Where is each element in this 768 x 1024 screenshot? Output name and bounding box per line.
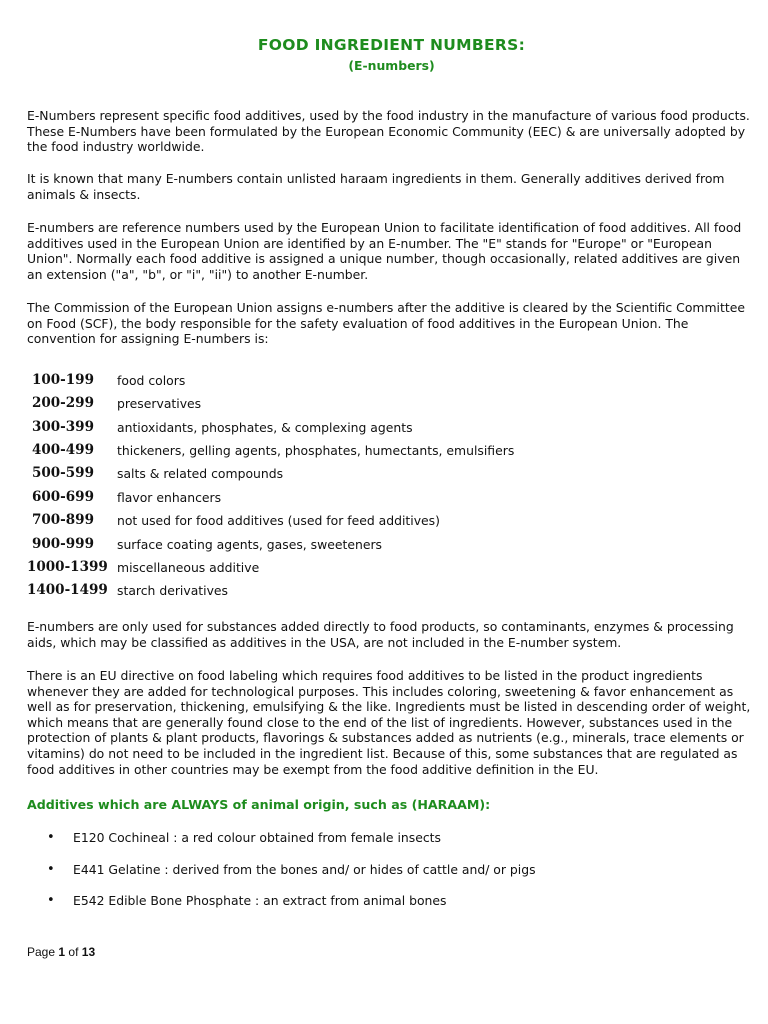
range-row bbox=[27, 486, 514, 509]
range-code: 200-299 bbox=[32, 395, 94, 412]
range-row bbox=[27, 580, 514, 603]
total-pages: 13 bbox=[81, 945, 96, 959]
range-row bbox=[27, 556, 514, 579]
range-row bbox=[27, 392, 514, 415]
range-code: 1000-1399 bbox=[27, 559, 108, 576]
document-title: FOOD INGREDIENT NUMBERS: bbox=[257, 36, 526, 54]
range-row bbox=[27, 509, 514, 532]
animal-origin-heading: Additives which are ALWAYS of animal origin, such as (HARAAM): bbox=[27, 797, 491, 812]
range-code: 300-399 bbox=[32, 418, 94, 435]
range-description: salts & related compounds bbox=[117, 466, 284, 482]
bullet-icon: • bbox=[47, 861, 55, 877]
page-label: Page bbox=[27, 945, 56, 959]
range-description: preservatives bbox=[117, 396, 202, 412]
paragraph-labeling: There is an EU directive on food labeling which requires food additives to be listed in the product ingredients whenever they are added for technological purposes. This includes coloring, sweetening & favor enhancement as well as for preservation, thickening, emulsifying & the like. Ingredients must be listed in descending order of weight, which means that are generally found close to the end of the list of ingredients. However, substances used in the protection of plants & plant products, flavorings & substances added as nutrients (e.g., minerals, trace elements or vitamins) do not need to be included in the ingredient list. Because of this, some substances that are regulated as food additives in other countries may be exempt from the food additive definition in the EU. bbox=[27, 668, 751, 777]
range-code: 400-499 bbox=[32, 442, 94, 459]
range-row bbox=[27, 439, 514, 462]
list-item-text: E441 Gelatine : derived from the bones and/ or hides of cattle and/ or pigs bbox=[73, 861, 536, 877]
e-number-range-table bbox=[27, 369, 514, 603]
animal-origin-list bbox=[47, 830, 747, 925]
list-item bbox=[47, 893, 747, 925]
paragraph-haraam: It is known that many E-numbers contain unlisted haraam ingredients in them. Generally additives derived from animals & insects. bbox=[27, 171, 725, 202]
range-code: 700-899 bbox=[32, 512, 94, 529]
range-code: 1400-1499 bbox=[27, 582, 108, 599]
paragraph-eu-reference: E-numbers are reference numbers used by the European Union to facilitate identification of food additives. All food additives used in the European Union are identified by an E-number. The "E" stands for "Europe" or "European Union". Normally each food additive is assigned a unique number, though occasionally, related additives are given an extension ("a", "b", or "i", "ii") to another E-number. bbox=[27, 220, 742, 282]
page-number: 1 bbox=[58, 945, 66, 959]
list-item bbox=[47, 862, 747, 894]
page-footer bbox=[27, 945, 95, 961]
range-row bbox=[27, 463, 514, 486]
range-description: not used for food additives (used for feed additives) bbox=[117, 513, 440, 529]
paragraph-scope: E-numbers are only used for substances added directly to food products, so contaminants, enzymes & processing aids, which may be classified as additives in the USA, are not included in the E-number system. bbox=[27, 619, 734, 650]
range-row bbox=[27, 369, 514, 392]
list-item-text: E542 Edible Bone Phosphate : an extract from animal bones bbox=[73, 893, 447, 908]
range-description: miscellaneous additive bbox=[117, 560, 260, 576]
document-subtitle: (E-numbers) bbox=[348, 58, 435, 73]
paragraph-intro: E-Numbers represent specific food additives, used by the food industry in the manufacture of various food products. These E-Numbers have been formulated by the European Economic Community (EEC) & are universally adopted by the food industry worldwide. bbox=[27, 108, 750, 155]
range-row bbox=[27, 416, 514, 439]
range-description: antioxidants, phosphates, & complexing agents bbox=[117, 419, 413, 435]
bullet-icon: • bbox=[47, 893, 55, 908]
range-code: 500-599 bbox=[32, 465, 94, 482]
range-code: 600-699 bbox=[32, 488, 94, 505]
range-code: 900-999 bbox=[32, 535, 94, 552]
range-description: thickeners, gelling agents, phosphates, humectants, emulsifiers bbox=[117, 443, 515, 459]
range-description: food colors bbox=[117, 372, 186, 388]
list-item bbox=[47, 830, 747, 862]
range-description: surface coating agents, gases, sweeteners bbox=[117, 536, 383, 552]
paragraph-commission: The Commission of the European Union assigns e-numbers after the additive is cleared by the Scientific Committee on Food (SCF), the body responsible for the safety evaluation of food additives in the European Union. The convention for assigning E-numbers is: bbox=[27, 300, 745, 347]
range-row bbox=[27, 533, 514, 556]
list-item-text: E120 Cochineal : a red colour obtained from female insects bbox=[73, 830, 441, 845]
range-description: flavor enhancers bbox=[117, 489, 222, 505]
range-description: starch derivatives bbox=[117, 583, 228, 599]
of-label: of bbox=[68, 945, 79, 959]
bullet-icon: • bbox=[47, 830, 55, 845]
range-code: 100-199 bbox=[32, 371, 94, 388]
